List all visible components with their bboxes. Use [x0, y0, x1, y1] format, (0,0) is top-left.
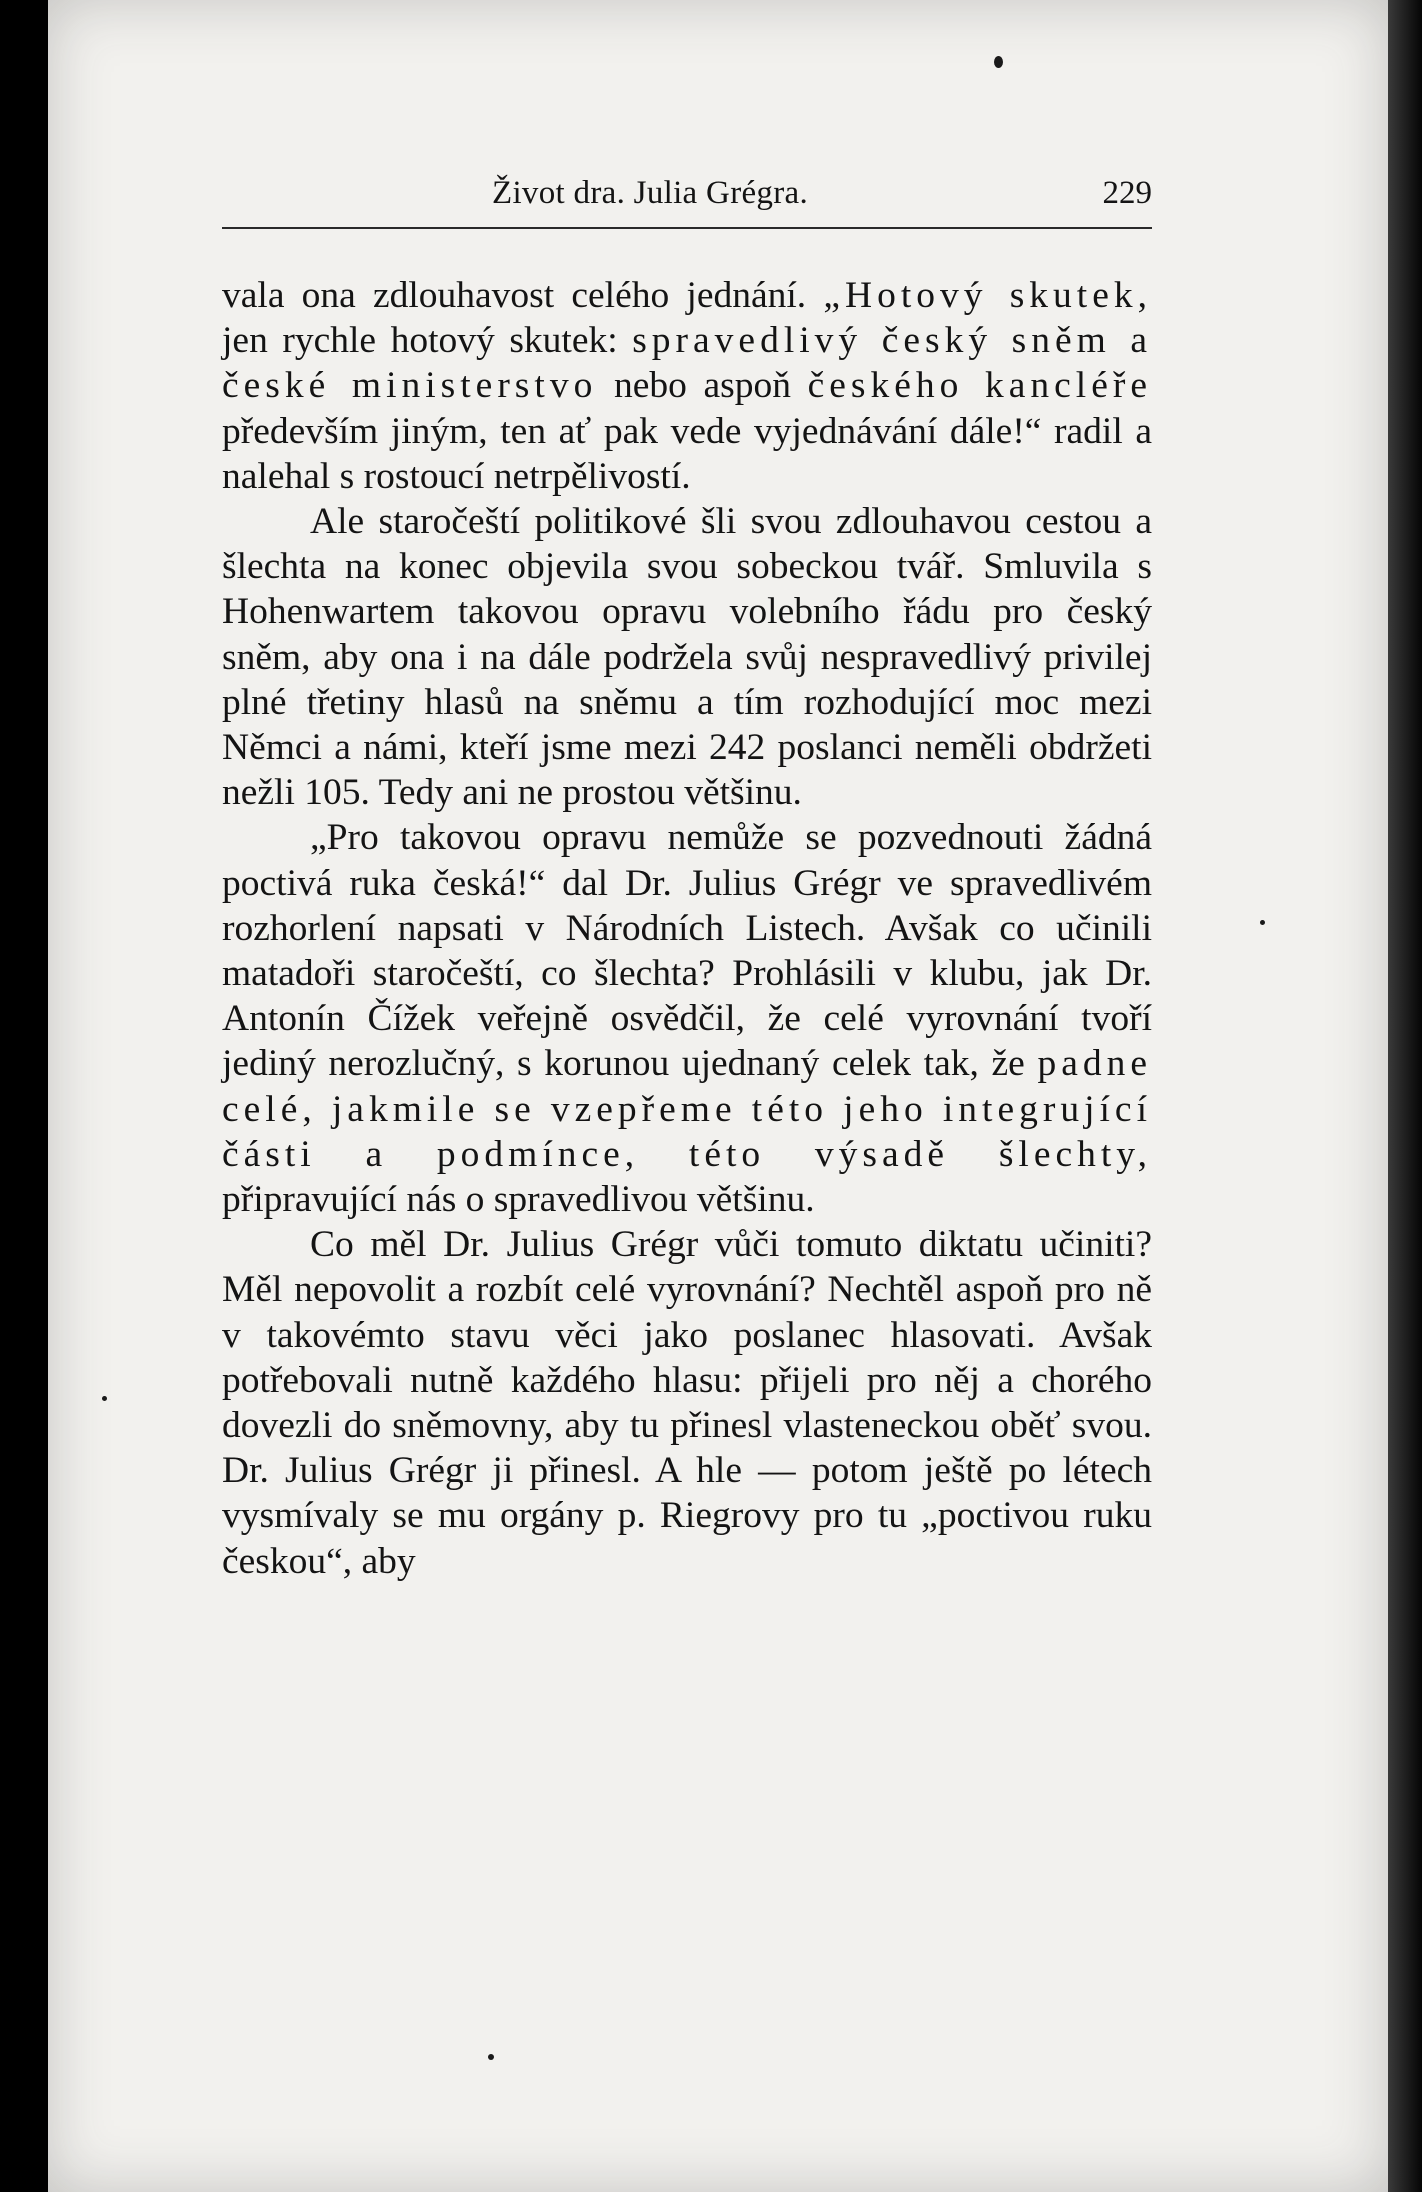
text-run: jen rychle hotový skutek:: [222, 320, 633, 362]
page-number: 229: [1102, 175, 1152, 211]
paragraph-2: Ale staročeští politikové šli svou zdlouhavou cestou a šlechta na konec objevila svou sobeckou tvář. Smluvila s Hohenwartem takovou opravu volebního řádu pro český sněm, aby ona i na dále podržela svůj nespravedlivý privilej plné třetiny hlasů na sněmu a tím rozhodující moc mezi Němci a námi, kteří jsme mezi 242 poslanci neměli obdržeti nežli 105. Tedy ani ne prostou většinu.: [222, 501, 1152, 814]
paragraph-3: [222, 815, 1152, 1222]
ink-speck: [488, 2054, 494, 2060]
text-run: nebo aspoň: [597, 365, 808, 407]
page-header: [222, 165, 1152, 229]
emphasized-text: „Hotový skutek,: [823, 275, 1152, 316]
text-run: „Pro takovou opravu nemůže se pozvednouti žádná poctivá ruka česká!“ dal Dr. Julius Grégr ve spravedlivém rozhorlení napsati v Národních Listech. Avšak co učinili matadoři staročeští, co šlechta? Prohlásili v klubu, jak Dr. Antonín Čížek veřejně osvědčil, že celé vyrovnání tvoří jediný nerozlučný, s korunou ujednaný celek tak, že: [222, 817, 1152, 1085]
emphasized-text: spravedlivý český sněm a české ministerstvo: [222, 320, 1152, 407]
ink-speck: [994, 56, 1003, 68]
emphasized-text: padne celé, jakmile se vzepřeme této jeho integrující části a podmínce, této výsadě šlechty,: [222, 1043, 1152, 1175]
text-run: vala ona zdlouhavost celého jednání.: [222, 275, 824, 316]
running-title: Život dra. Julia Grégra.: [492, 175, 809, 211]
paragraph-4: Co měl Dr. Julius Grégr vůči tomuto diktatu učiniti? Měl nepovolit a rozbít celé vyrovnání? Nechtěl aspoň pro ně v takovémto stavu věci jako poslanec hlasovati. Avšak potřebovali nutně každého hlasu: přijeli pro něj a chorého dovezli do sněmovny, aby tu přinesl vlasteneckou oběť svou. Dr. Julius Grégr ji přinesl. A hle — potom ještě po létech vysmívaly se mu orgány p. Riegrovy pro tu „poctivou ruku českou“, aby: [222, 1224, 1152, 1582]
book-page: [222, 165, 1152, 1584]
emphasized-text: českého kancléře: [807, 365, 1152, 407]
text-run: především jiným, ten ať pak vede vyjednávání dále!“ radil a nalehal s rostoucí netrpělivostí.: [222, 410, 1152, 497]
text-run: připravující nás o spravedlivou většinu.: [222, 1179, 815, 1221]
ink-speck: [102, 1396, 107, 1401]
paragraph-1: [222, 273, 1152, 499]
body-text: [222, 273, 1152, 1584]
scan-edge: [1388, 0, 1422, 2192]
ink-speck: [1260, 920, 1265, 925]
